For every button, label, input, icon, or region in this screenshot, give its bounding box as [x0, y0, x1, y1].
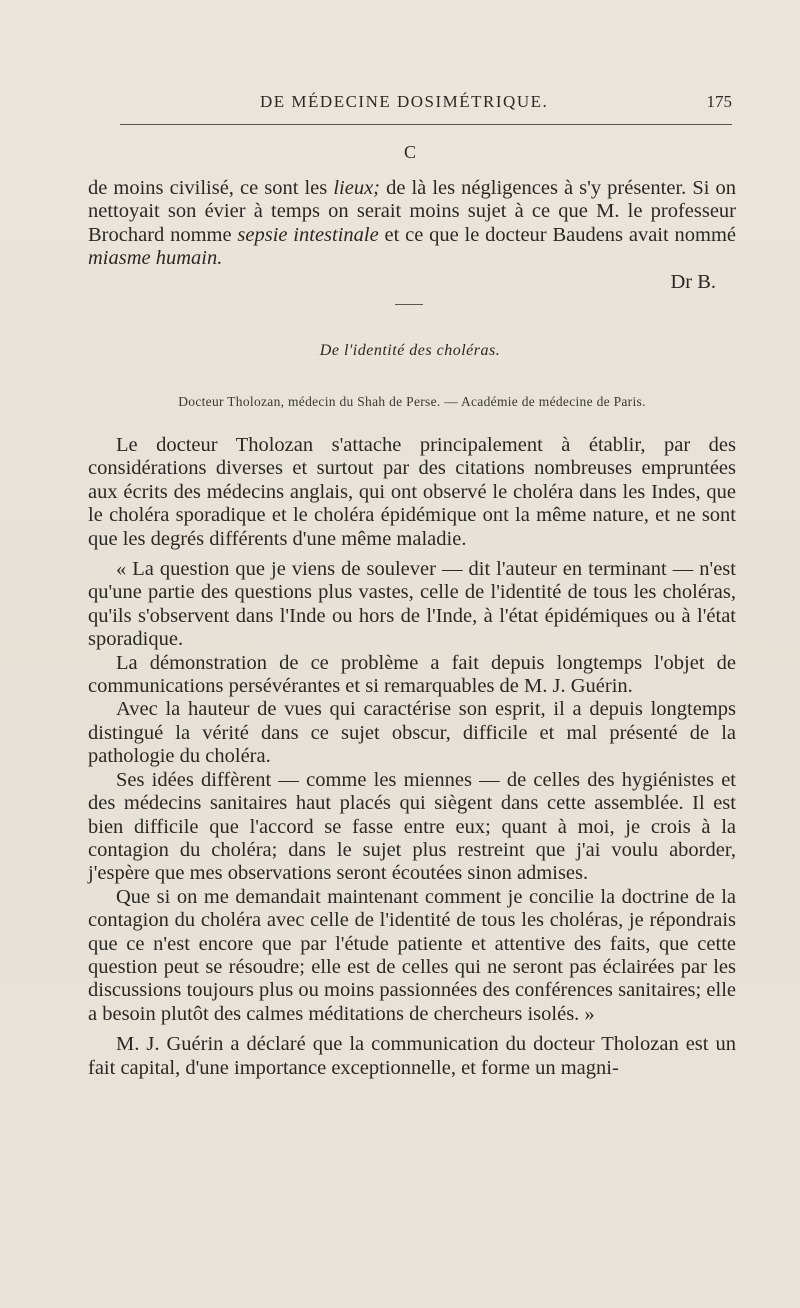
- paragraph-4: Avec la hauteur de vues qui caractérise son esprit, il a depuis longtemps distingué la vérité dans ce sujet obscur, difficile et mal présenté de la pathologie du choléra.: [88, 698, 736, 768]
- intro-text-2: de là les négligences à s'y présenter. Si on nettoyait son évier à temps on serait moins sujet à ce que M. le professeur Brochard nomme: [88, 177, 736, 246]
- running-title: DE MÉDECINE DOSIMÉTRIQUE.: [260, 92, 549, 111]
- section-subtitle: Docteur Tholozan, médecin du Shah de Perse. — Académie de médecine de Paris.: [178, 394, 646, 409]
- intro-paragraph: [88, 177, 736, 294]
- article-body: [88, 434, 736, 1080]
- intro-text-1: de moins civilisé, ce sont les: [88, 177, 334, 199]
- intro-text-3: et ce que le docteur Baudens avait nommé: [378, 223, 736, 246]
- section-divider: [395, 304, 423, 305]
- intro-italic-sepsie: sepsie intestinale: [237, 223, 379, 246]
- author-signature: Dr B.: [670, 270, 716, 293]
- intro-italic-lieux: lieux;: [333, 177, 380, 199]
- paragraph-1: Le docteur Tholozan s'attache principalement à établir, par des considérations diverses et surtout par des citations nombreuses empruntées aux écrits des médecins anglais, qui ont observé le choléra dans les Indes, que le choléra sporadique et le choléra épidémique ont la même nature, et ne sont que les degrés différents d'une même maladie.: [88, 434, 736, 550]
- running-header: [120, 92, 732, 122]
- paragraph-2: « La question que je viens de soulever — dit l'auteur en terminant — n'est qu'une partie des questions plus vastes, celle de l'identité de tous les choléras, qu'ils s'observent dans l'Inde ou hors de l'Inde, à l'état épidémiques ou à l'état sporadique.: [88, 558, 736, 651]
- paragraph-3: La démonstration de ce problème a fait depuis longtemps l'objet de communications persévérantes et si remarquables de M. J. Guérin.: [88, 651, 736, 698]
- paragraph-5: Ses idées diffèrent — comme les miennes — de celles des hygiénistes et des médecins sanitaires haut placés qui siègent dans cette assemblée. Il est bien difficile que l'accord se fasse entre eux; quant à moi, je crois à la contagion du choléra; dans le sujet plus restreint que j'ai voulu aborder, j'espère que mes observations seront écoutées sinon admises.: [88, 768, 736, 885]
- page-number: 175: [706, 92, 732, 111]
- signature-mark: C: [403, 142, 416, 162]
- intro-italic-miasme: miasme humain.: [88, 247, 223, 270]
- section-title: De l'identité des choléras.: [319, 342, 501, 359]
- paragraph-6: Que si on me demandait maintenant comment je concilie la doctrine de la contagion du choléra avec celle de l'identité de tous les choléras, je répondrais que ce n'est encore que par l'étude patiente et attentive des faits, que cette question peut se résoudre; elle est de celles qui ne seront pas éclairées par les discussions toujours plus ou moins passionnées des conférences sanitaires; elle a besoin plutôt des calmes méditations de chercheurs isolés. »: [88, 885, 736, 1025]
- paragraph-7: M. J. Guérin a déclaré que la communication du docteur Tholozan est un fait capital, d'une importance exceptionnelle, et forme un magni-: [88, 1033, 736, 1079]
- header-rule: [120, 124, 732, 125]
- intro-signature-line: [88, 271, 736, 294]
